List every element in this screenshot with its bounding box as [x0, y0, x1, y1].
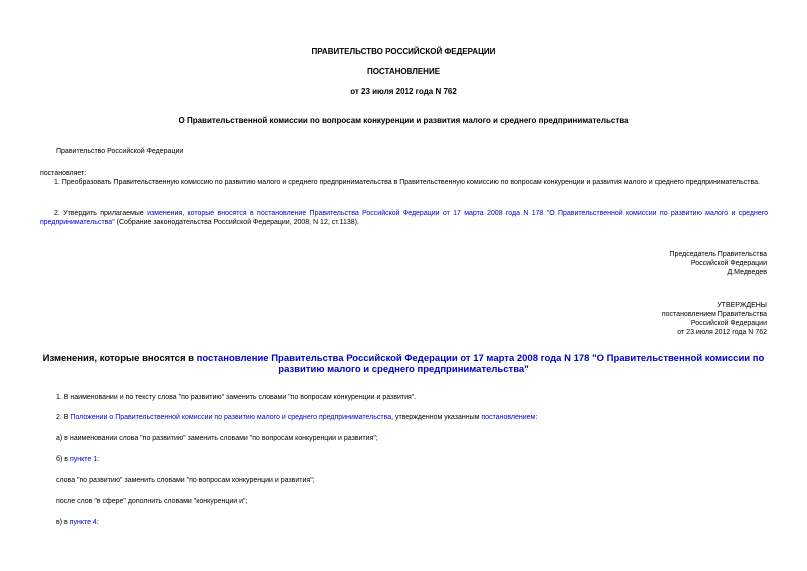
change-6: после слов "в сфере" дополнить словами "конкуренции и"; [56, 498, 248, 505]
change-2-text-a: 2. В [56, 414, 71, 421]
doc-date-number: от 23 июля 2012 года N 762 [350, 87, 457, 96]
item-2-text-b: (Собрание законодательства Российской Федерации, 2008, N 12, ст.1138). [114, 219, 359, 226]
approved-line-3: Российской Федерации [690, 320, 767, 327]
change-2 [56, 413, 537, 422]
changes-title [36, 353, 771, 375]
changes-title-text: Изменения, которые вносятся в [42, 353, 197, 364]
change-7 [56, 518, 99, 527]
signature-line-1: Председатель Правительства [669, 251, 767, 258]
item-1: 1. Преобразовать Правительственную комиссию по развитию малого и среднего предпринимательства в Правительственную комиссию по вопросам конкуренции и развития малого и среднего предпринимательства. [54, 179, 760, 186]
change-4-text-b: : [97, 456, 100, 463]
intro-text: Правительство Российской Федерации [56, 148, 184, 155]
signature-line-2: Российской Федерации [690, 260, 767, 267]
change-3: а) в наименовании слова "по развитию" заменить словами "по вопросам конкуренции и развития"; [56, 435, 378, 442]
item-2 [40, 209, 768, 227]
org-name: ПРАВИТЕЛЬСТВО РОССИЙСКОЙ ФЕДЕРАЦИИ [311, 47, 496, 56]
change-7-link[interactable]: пункте 4 [69, 519, 97, 526]
decree-word: постановляет: [40, 170, 87, 177]
approved-line-4: от 23 июля 2012 года N 762 [677, 329, 767, 336]
change-1: 1. В наименовании и по тексту слова "по развитию" заменить словами "по вопросам конкуренции и развития". [56, 394, 417, 401]
change-2-link-1[interactable]: Положении о Правительственной комиссии по развитию малого и среднего предпринимательства [70, 414, 392, 421]
doc-type: ПОСТАНОВЛЕНИЕ [366, 67, 441, 76]
change-4-text-a: б) в [56, 456, 70, 463]
change-4 [56, 455, 99, 464]
change-7-text-a: в) в [56, 519, 70, 526]
change-7-text-b: : [96, 519, 99, 526]
approved-block [662, 301, 767, 337]
item-2-text-a: 2. Утвердить прилагаемые [54, 210, 148, 217]
approved-line-1: УТВЕРЖДЕНЫ [717, 302, 767, 309]
item-2-link[interactable]: изменения, которые вносятся в постановление Правительства Российской Федерации от 17 марта 2008 года N 178 "О Правительственной комиссии по развитию малого и среднего предпринимательства" [40, 210, 769, 226]
changes-title-link[interactable]: постановление Правительства Российской Федерации от 17 марта 2008 года N 178 "О Правительственной комиссии по развитию малого и среднего предпринимательства" [196, 353, 765, 375]
change-4-link[interactable]: пункте 1 [69, 456, 98, 463]
approved-line-2: постановлением Правительства [661, 311, 767, 318]
change-2-text-b: , утвержденном указанным [391, 414, 482, 421]
signature-line-3: Д.Медведев [727, 269, 767, 276]
change-5: слова "по развитию" заменить словами "по вопросам конкуренции и развития"; [56, 477, 315, 484]
change-2-text-c: : [535, 414, 538, 421]
doc-title: О Правительственной комиссии по вопросам конкуренции и развития малого и среднего предпринимательства [178, 116, 629, 125]
signature-block [670, 250, 767, 277]
change-2-link-2[interactable]: постановлением [481, 414, 536, 421]
